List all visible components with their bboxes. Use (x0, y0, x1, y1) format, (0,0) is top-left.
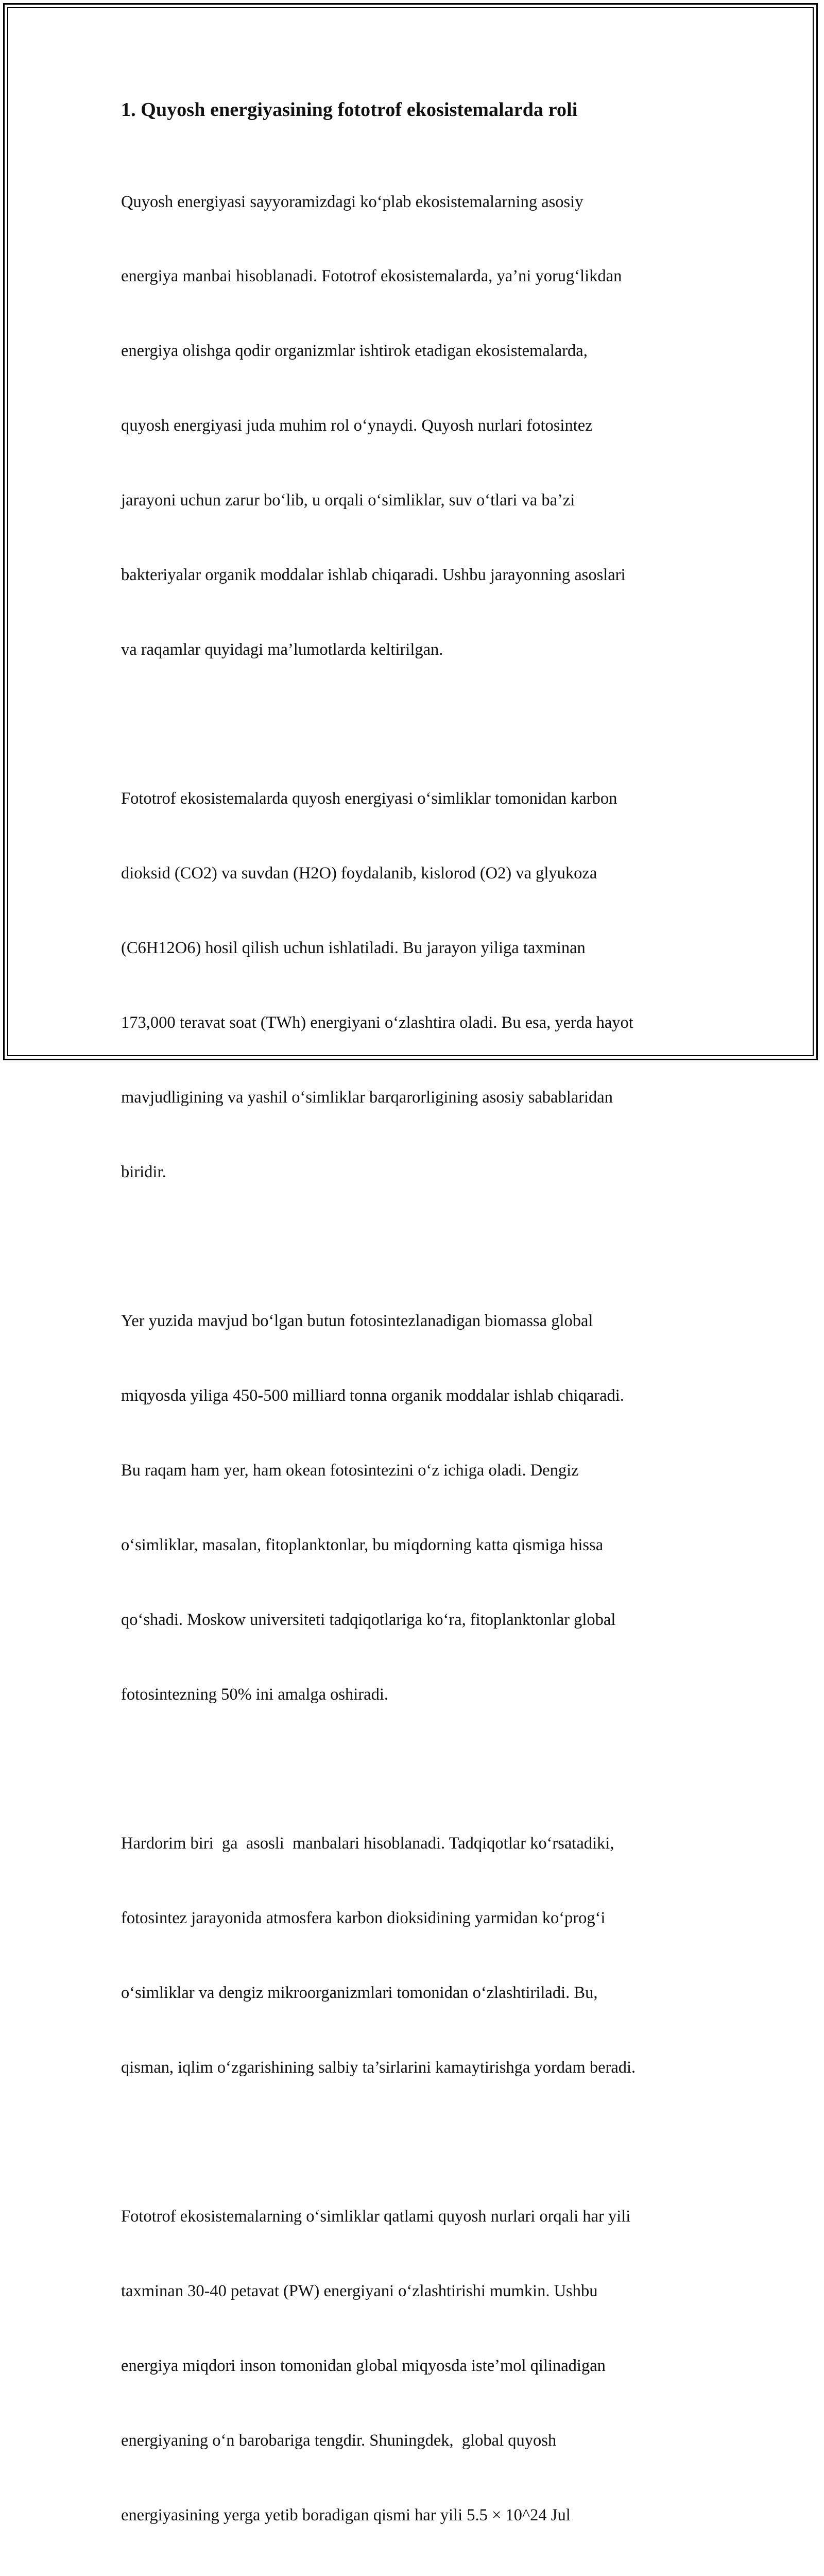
paragraph-line: energiyaning oʻn barobariga tengdir. Shuningdek, global quyosh (121, 2431, 557, 2450)
paragraph-line: Fototrof ekosistemalarning oʻsimliklar qatlami quyosh nurlari orqali har yili (121, 2207, 631, 2226)
paragraph-5 (121, 2155, 708, 2576)
paragraph-line: 173,000 teravat soat (TWh) energiyani oʻzlashtira oladi. Bu esa, yerda hayot (121, 1013, 633, 1032)
paragraph-line: mavjudligining va yashil oʻsimliklar barqarorligining asosiy sabablaridan (121, 1088, 613, 1107)
document-body (121, 96, 708, 2576)
paragraph-line: jarayoni uchun zarur boʻlib, u orqali oʻsimliklar, suv oʻtlari va ba’zi (121, 491, 575, 510)
paragraph-1 (121, 140, 708, 712)
paragraph-line: Hardorim biri ga asosli manbalari hisoblanadi. Tadqiqotlar koʻrsatadiki, (121, 1834, 614, 1853)
paragraph-line: Yer yuzida mavjud boʻlgan butun fotosintezlanadigan biomassa global (121, 1312, 593, 1331)
paragraph-line: fotosintezning 50% ini amalga oshiradi. (121, 1685, 388, 1704)
paragraph-line: Fototrof ekosistemalarda quyosh energiyasi oʻsimliklar tomonidan karbon (121, 789, 617, 808)
paragraph-line: energiyasining yerga yetib boradigan qismi har yili 5.5 × 10^24 Jul (121, 2506, 571, 2525)
paragraph-line: energiya miqdori inson tomonidan global miqyosda iste’mol qilinadigan (121, 2357, 606, 2376)
paragraph-line: (C6H12O6) hosil qilish uchun ishlatiladi. Bu jarayon yiliga taxminan (121, 939, 586, 958)
paragraph-line: biridir. (121, 1162, 166, 1181)
paragraph-line: Quyosh energiyasi sayyoramizdagi koʻplab ekosistemalarning asosiy (121, 192, 583, 211)
paragraph-line: oʻsimliklar, masalan, fitoplanktonlar, bu miqdorning katta qismiga hissa (121, 1536, 604, 1555)
paragraph-line: bakteriyalar organik moddalar ishlab chiqaradi. Ushbu jarayonning asoslari (121, 566, 626, 585)
paragraph-line: Bu raqam ham yer, ham okean fotosintezini oʻz ichiga oladi. Dengiz (121, 1461, 579, 1480)
paragraph-line: energiya manbai hisoblanadi. Fototrof ekosistemalarda, ya’ni yorugʻlikdan (121, 267, 622, 286)
paragraph-line: energiya olishga qodir organizmlar ishtirok etadigan ekosistemalarda, (121, 342, 588, 361)
paragraph-line: fotosintez jarayonida atmosfera karbon dioksidining yarmidan koʻprogʻi (121, 1909, 606, 1928)
document-title: 1. Quyosh energiyasining fototrof ekosistemalarda roli (121, 99, 578, 121)
paragraph-line: quyosh energiyasi juda muhim rol oʻynaydi. Quyosh nurlari fotosintez (121, 416, 593, 435)
paragraph-line: va raqamlar quyidagi ma’lumotlarda keltirilgan. (121, 640, 443, 659)
paragraph-line: qoʻshadi. Moskow universiteti tadqiqotlariga koʻra, fitoplanktonlar global (121, 1610, 616, 1629)
paragraph-2 (121, 737, 708, 1234)
paragraph-line: dioksid (CO2) va suvdan (H2O) foydalanib, kislorod (O2) va glyukoza (121, 864, 597, 883)
paragraph-line: taxminan 30-40 petavat (PW) energiyani oʻzlashtirishi mumkin. Ushbu (121, 2282, 598, 2301)
paragraph-line: qisman, iqlim oʻzgarishining salbiy ta’sirlarini kamaytirishga yordam beradi. (121, 2058, 636, 2077)
paragraph-4 (121, 1782, 708, 2130)
paragraph-line: miqyosda yiliga 450-500 milliard tonna organik moddalar ishlab chiqaradi. (121, 1386, 624, 1405)
paragraph-line: oʻsimliklar va dengiz mikroorganizmlari tomonidan oʻzlashtiriladi. Bu, (121, 1984, 598, 2003)
paragraph-3 (121, 1259, 708, 1757)
